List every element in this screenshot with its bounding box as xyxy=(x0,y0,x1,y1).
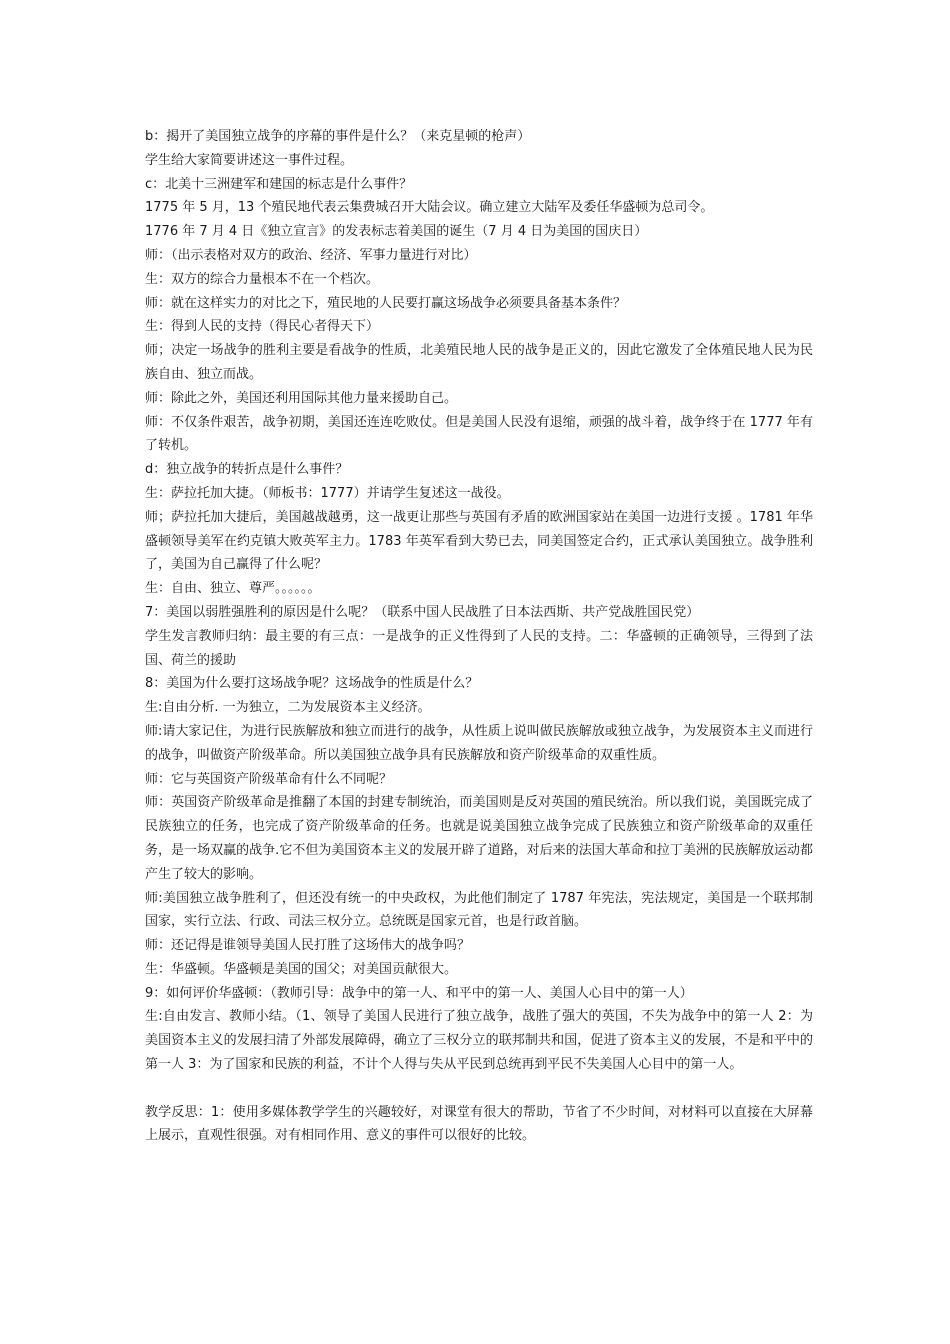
paragraph: 师；决定一场战争的胜利主要是看战争的性质，北美殖民地人民的战争是正义的，因此它激发了全体殖民地人民为民族自由、独立而战。 xyxy=(145,343,813,382)
paragraph: 1776 年 7 月 4 日《独立宣言》的发表标志着美国的诞生（7 月 4 日为美国的国庆日） xyxy=(145,224,648,240)
paragraph: 生：萨拉托加大捷。（师板书：1777）并请学生复述这一战役。 xyxy=(145,485,510,501)
blank-line xyxy=(145,1077,813,1101)
paragraph: 生:自由分析. 一为独立，二为发展资本主义经济。 xyxy=(145,700,431,716)
paragraph: d：独立战争的转折点是什么事件？ xyxy=(145,462,349,478)
paragraph: c：北美十三洲建军和建国的标志是什么事件？ xyxy=(145,176,413,192)
paragraph: b：揭开了美国独立战争的序幕的事件是什么？（来克星顿的枪声） xyxy=(145,129,531,144)
document-body xyxy=(145,125,813,1148)
reflection-paragraph: 教学反思：1：使用多媒体教学学生的兴趣较好，对课堂有很大的帮助，节省了不少时间，对材料可以直接在大屏幕上展示，直观性很强。对有相同作用、意义的事件可以很好的比较。 xyxy=(145,1104,813,1144)
paragraph: 师:请大家记住，为进行民族解放和独立而进行的战争，从性质上说叫做民族解放或独立战争，为发展资本主义而进行的战争，叫做资产阶级革命。所以美国独立战争具有民族解放和资产阶级革命的双重性质。 xyxy=(145,723,813,763)
paragraph: 师：不仅条件艰苦，战争初期，美国还连连吃败仗。但是美国人民没有退缩，顽强的战斗着，战争终于在 1777 年有了转机。 xyxy=(145,414,813,454)
paragraph: 师:美国独立战争胜利了，但还没有统一的中央政权，为此他们制定了 1787 年宪法，宪法规定，美国是一个联邦制国家，实行立法、行政、司法三权分立。总统既是国家元首，也是行政首脑。 xyxy=(145,890,813,930)
paragraph: 师：除此之外，美国还利用国际其他力量来援助自己。 xyxy=(145,390,458,406)
paragraph: 生：得到人民的支持（得民心者得天下） xyxy=(145,319,380,335)
paragraph: 生：双方的综合力量根本不在一个档次。 xyxy=(145,271,380,287)
paragraph: 师：（出示表格对双方的政治、经济、军事力量进行对比） xyxy=(145,247,477,263)
paragraph: 学生发言教师归纳：最主要的有三点：一是战争的正义性得到了人民的支持。二：华盛顿的正确领导，三得到了法国、荷兰的援助 xyxy=(145,628,813,668)
paragraph: 师：英国资产阶级革命是推翻了本国的封建专制统治，而美国则是反对英国的殖民统治。所以我们说，美国既完成了民族独立的任务，也完成了资产阶级革命的任务。也就是说美国独立战争完成了民族独立和资产阶级革命的双重任务，是一场双赢的战争.它不但为美国资本主义的发展开辟了道路，对后来的法国大革命和拉丁美洲的民族解放运动都产生了较大的影响。 xyxy=(145,795,813,882)
paragraph: 生：华盛顿。华盛顿是美国的国父；对美国贡献很大。 xyxy=(145,961,458,977)
paragraph: 生：自由、独立、尊严。。。。。。 xyxy=(145,581,321,597)
paragraph: 1775 年 5 月，13 个殖民地代表云集费城召开大陆会议。确立建立大陆军及委任华盛顿为总司令。 xyxy=(145,200,714,216)
paragraph: 师：就在这样实力的对比之下，殖民地的人民要打赢这场战争必须要具备基本条件？ xyxy=(145,295,627,311)
paragraph: 学生给大家简要讲述这一事件过程。 xyxy=(145,152,354,168)
paragraph: 9：如何评价华盛顿：（教师引导：战争中的第一人、和平中的第一人、美国人心目中的第一人） xyxy=(145,985,693,1001)
paragraph: 7：美国以弱胜强胜利的原因是什么呢？（联系中国人民战胜了日本法西斯、共产党战胜国民党） xyxy=(145,604,700,620)
paragraph: 师：它与英国资产阶级革命有什么不同呢？ xyxy=(145,771,393,787)
paragraph: 生:自由发言、教师小结。（1、领导了美国人民进行了独立战争，战胜了强大的英国，不失为战争中的第一人 2：为美国资本主义的发展扫清了外部发展障碍，确立了三权分立的联邦制共和国，促进了资本主义的发展，不是和平中的第一人 3：为了国家和民族的利益，不计个人得与失从平民到总统再到平民不失美国人心目中的第一人。 xyxy=(145,1009,813,1073)
paragraph: 8：美国为什么要打这场战争呢？这场战争的性质是什么？ xyxy=(145,676,479,692)
paragraph: 师；萨拉托加大捷后，美国越战越勇，这一战更让那些与英国有矛盾的欧洲国家站在美国一边进行支援 。1781 年华盛顿领导美军在约克镇大败英军主力。1783 年英军看到大势已去，同美国签定合约，正式承认美国独立。战争胜利了，美国为自己赢得了什么呢？ xyxy=(145,509,813,573)
paragraph: 师：还记得是谁领导美国人民打胜了这场伟大的战争吗？ xyxy=(145,938,471,954)
